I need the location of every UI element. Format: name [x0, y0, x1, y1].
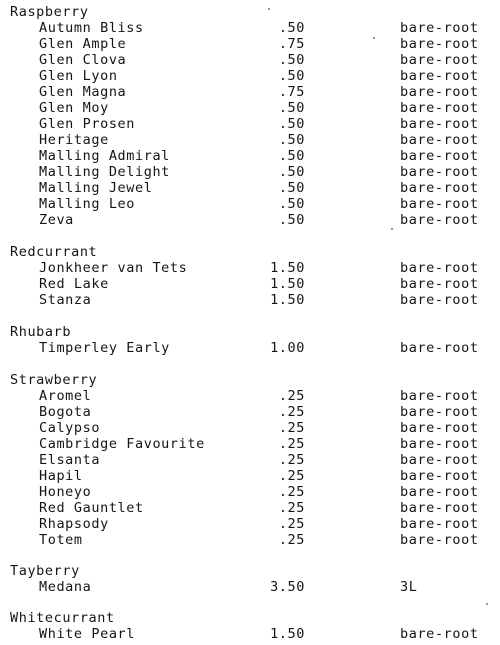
list-item-form: bare-root [400, 340, 479, 356]
list-item-form: bare-root [400, 484, 479, 500]
list-item-name: Glen Prosen [39, 116, 136, 132]
scan-speck [268, 8, 270, 10]
list-item-form: bare-root [400, 100, 479, 116]
list-item-form: bare-root [400, 148, 479, 164]
category-heading-raspberry: Raspberry [10, 4, 89, 20]
list-item-price: .50 [278, 116, 305, 132]
list-item-form: bare-root [400, 468, 479, 484]
list-item-name: Cambridge Favourite [39, 436, 205, 452]
list-item-price: .50 [278, 20, 305, 36]
list-item-name: Malling Admiral [39, 148, 170, 164]
list-item-name: Aromel [39, 388, 92, 404]
list-item-name: Stanza [39, 292, 92, 308]
list-item-name: Malling Delight [39, 164, 170, 180]
list-item-name: Totem [39, 532, 83, 548]
list-item-price: 1.50 [270, 626, 305, 642]
list-item-name: Bogota [39, 404, 92, 420]
category-heading-rhubarb: Rhubarb [10, 324, 72, 340]
list-item-name: Glen Clova [39, 52, 127, 68]
list-item-name: Glen Moy [39, 100, 109, 116]
list-item-name: Glen Magna [39, 84, 127, 100]
list-item-form: bare-root [400, 452, 479, 468]
list-item-form: 3L [400, 579, 418, 595]
list-item-name: Honeyo [39, 484, 92, 500]
list-item-form: bare-root [400, 436, 479, 452]
list-item-name: Heritage [39, 132, 109, 148]
list-item-name: Red Gauntlet [39, 500, 144, 516]
list-item-price: .25 [278, 484, 305, 500]
list-item-price: .50 [278, 164, 305, 180]
list-item-price: .50 [278, 100, 305, 116]
list-item-name: Autumn Bliss [39, 20, 144, 36]
list-item-price: .50 [278, 212, 305, 228]
list-item-form: bare-root [400, 420, 479, 436]
list-item-name: Malling Leo [39, 196, 136, 212]
list-item-name: Zeva [39, 212, 74, 228]
list-item-name: Medana [39, 579, 92, 595]
list-item-price: .50 [278, 180, 305, 196]
list-item-price: .25 [278, 436, 305, 452]
list-item-price: 1.50 [270, 292, 305, 308]
list-item-price: 1.50 [270, 260, 305, 276]
list-item-price: .25 [278, 468, 305, 484]
list-item-name: Red Lake [39, 276, 109, 292]
list-item-price: .50 [278, 196, 305, 212]
list-item-form: bare-root [400, 516, 479, 532]
category-heading-whitecurrant: Whitecurrant [10, 610, 115, 626]
list-item-form: bare-root [400, 292, 479, 308]
list-item-form: bare-root [400, 532, 479, 548]
category-heading-redcurrant: Redcurrant [10, 244, 98, 260]
list-item-price: .50 [278, 68, 305, 84]
list-item-price: .25 [278, 516, 305, 532]
list-item-price: 3.50 [270, 579, 305, 595]
list-item-form: bare-root [400, 164, 479, 180]
list-item-form: bare-root [400, 500, 479, 516]
list-item-price: .25 [278, 532, 305, 548]
list-item-form: bare-root [400, 212, 479, 228]
list-item-price: .25 [278, 500, 305, 516]
list-item-form: bare-root [400, 404, 479, 420]
list-item-form: bare-root [400, 132, 479, 148]
list-item-price: .50 [278, 148, 305, 164]
list-item-name: White Pearl [39, 626, 136, 642]
list-item-name: Rhapsody [39, 516, 109, 532]
list-item-form: bare-root [400, 84, 479, 100]
list-item-price: .75 [278, 36, 305, 52]
list-item-name: Jonkheer van Tets [39, 260, 188, 276]
list-item-name: Timperley Early [39, 340, 170, 356]
list-item-name: Elsanta [39, 452, 101, 468]
list-item-price: .50 [278, 52, 305, 68]
list-item-form: bare-root [400, 196, 479, 212]
scan-speck [373, 37, 375, 39]
list-item-form: bare-root [400, 276, 479, 292]
list-item-price: .25 [278, 452, 305, 468]
list-item-form: bare-root [400, 20, 479, 36]
list-item-price: 1.00 [270, 340, 305, 356]
list-item-name: Glen Lyon [39, 68, 118, 84]
list-item-price: .25 [278, 404, 305, 420]
list-item-form: bare-root [400, 68, 479, 84]
list-item-form: bare-root [400, 388, 479, 404]
list-item-price: .75 [278, 84, 305, 100]
list-item-name: Calypso [39, 420, 101, 436]
list-item-form: bare-root [400, 116, 479, 132]
list-item-price: 1.50 [270, 276, 305, 292]
category-heading-strawberry: Strawberry [10, 372, 98, 388]
list-item-form: bare-root [400, 52, 479, 68]
list-item-name: Glen Ample [39, 36, 127, 52]
list-item-name: Malling Jewel [39, 180, 153, 196]
list-item-form: bare-root [400, 626, 479, 642]
list-item-name: Hapil [39, 468, 83, 484]
list-item-price: .25 [278, 420, 305, 436]
category-heading-tayberry: Tayberry [10, 563, 80, 579]
list-item-form: bare-root [400, 36, 479, 52]
scan-speck [391, 228, 393, 230]
list-item-price: .25 [278, 388, 305, 404]
list-item-price: .50 [278, 132, 305, 148]
list-item-form: bare-root [400, 260, 479, 276]
scan-speck [486, 603, 488, 605]
list-item-form: bare-root [400, 180, 479, 196]
